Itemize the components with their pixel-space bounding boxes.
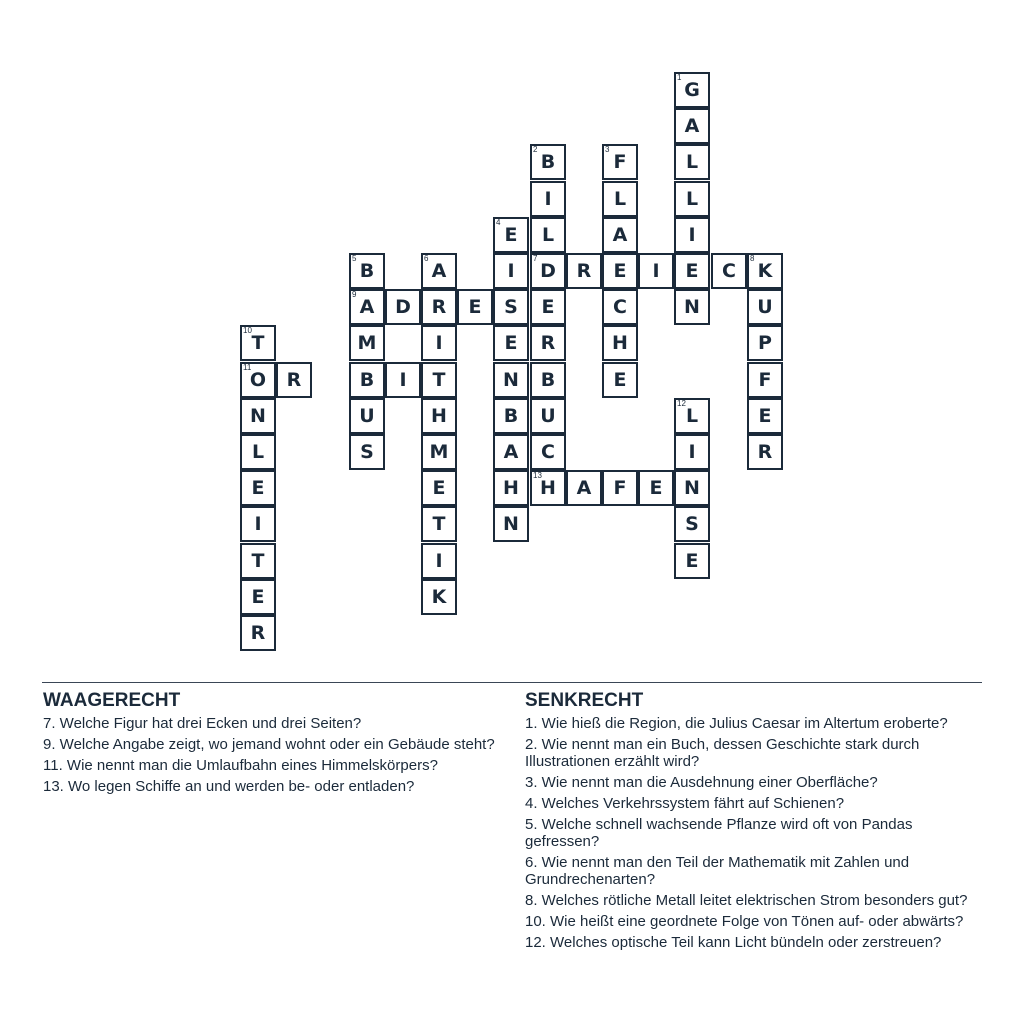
grid-cell[interactable] [493,362,529,398]
cell-letter: R [286,369,302,391]
cell-letter: E [758,405,772,427]
grid-cell[interactable] [421,434,457,470]
grid-cell[interactable] [530,217,566,253]
grid-cell[interactable] [674,289,710,325]
cell-letter: E [685,260,699,282]
grid-cell[interactable] [240,398,276,434]
cell-letter: M [357,332,377,354]
cell-letter: E [504,332,518,354]
clue-1: 1. Wie hieß die Region, die Julius Caesar im Altertum eroberte? [525,715,948,732]
clue-7: 7. Welche Figur hat drei Ecken und drei Seiten? [43,715,362,732]
cell-letter: D [540,260,556,282]
grid-cell[interactable] [493,253,529,289]
grid-cell[interactable] [674,217,710,253]
cell-letter: T [432,513,446,535]
grid-cell[interactable] [240,325,276,361]
cell-letter: I [507,260,515,282]
cell-letter: R [431,296,447,318]
grid-cell[interactable] [530,362,566,398]
clue-number: 1 [677,73,682,82]
grid-cell[interactable] [240,506,276,542]
cell-letter: K [757,260,773,282]
grid-cell[interactable] [240,470,276,506]
grid-cell[interactable] [240,362,276,398]
grid-cell[interactable] [530,144,566,180]
clue-number: 13 [533,471,542,480]
cell-letter: T [251,332,265,354]
grid-cell[interactable] [421,506,457,542]
grid-cell[interactable] [349,253,385,289]
grid-cell[interactable] [421,253,457,289]
grid-cell[interactable] [747,289,783,325]
cell-letter: E [541,296,555,318]
cell-letter: E [251,477,265,499]
grid-cell[interactable] [566,253,602,289]
grid-cell[interactable] [674,253,710,289]
cell-letter: C [722,260,736,282]
clue-number: 2 [533,145,538,154]
grid-cell[interactable] [349,325,385,361]
cell-letter: I [688,224,696,246]
cell-letter: O [249,369,267,391]
grid-cell[interactable] [602,325,638,361]
divider [42,682,982,683]
cell-letter: B [359,369,375,391]
clue-4: 4. Welches Verkehrssystem fährt auf Schienen? [525,795,845,812]
cell-letter: H [503,477,519,499]
grid-cell[interactable] [602,144,638,180]
clue-number: 7 [533,254,538,263]
grid-cell[interactable] [602,289,638,325]
grid-cell[interactable] [638,470,674,506]
cell-letter: G [684,79,700,101]
cell-letter: S [685,513,699,535]
grid-cell[interactable] [602,181,638,217]
cell-letter: A [684,115,700,137]
grid-cell[interactable] [457,289,493,325]
grid-cell[interactable] [674,144,710,180]
cell-letter: C [541,441,555,463]
clue-number: 10 [243,326,252,335]
cell-letter: U [757,296,773,318]
cell-letter: L [685,151,699,173]
cell-letter: N [684,477,700,499]
cell-letter: L [251,441,265,463]
cell-letter: T [432,369,446,391]
grid-cell[interactable] [602,253,638,289]
grid-cell[interactable] [530,289,566,325]
cell-letter: R [757,441,773,463]
cell-letter: L [613,188,627,210]
cell-letter: H [540,477,556,499]
cell-letter: A [503,441,519,463]
clue-13: 13. Wo legen Schiffe an und werden be- oder entladen? [43,778,415,795]
cell-letter: R [576,260,592,282]
grid-cell[interactable] [240,615,276,651]
clue-number: 11 [243,363,252,372]
cell-letter: A [576,477,592,499]
cell-letter: T [251,550,265,572]
grid-cell[interactable] [493,470,529,506]
grid-cell[interactable] [493,325,529,361]
cell-letter: E [251,586,265,608]
cell-letter: L [541,224,555,246]
cell-letter: I [435,550,443,572]
grid-cell[interactable] [674,434,710,470]
cell-letter: E [613,260,627,282]
grid-cell[interactable] [349,398,385,434]
cell-letter: E [432,477,446,499]
cell-letter: A [359,296,375,318]
grid-cell[interactable] [674,543,710,579]
across-heading: WAAGERECHT [43,690,181,711]
grid-cell[interactable] [747,434,783,470]
grid-cell[interactable] [385,362,421,398]
grid-cell[interactable] [674,506,710,542]
cell-letter: A [431,260,447,282]
cell-letter: E [685,550,699,572]
grid-cell[interactable] [674,398,710,434]
grid-cell[interactable] [711,253,747,289]
clue-list [43,715,498,795]
clue-number: 9 [352,290,357,299]
cell-letter: I [254,513,262,535]
clue-12: 12. Welches optische Teil kann Licht bündeln oder zerstreuen? [525,934,942,951]
grid-cell[interactable] [674,108,710,144]
cell-letter: P [758,332,772,354]
grid-cell[interactable] [421,470,457,506]
cell-letter: E [468,296,482,318]
grid-cell[interactable] [240,434,276,470]
cell-letter: N [503,369,519,391]
cell-letter: N [503,513,519,535]
grid-cell[interactable] [349,434,385,470]
clue-number: 4 [496,218,501,227]
grid-cell[interactable] [566,470,602,506]
cell-letter: B [359,260,375,282]
grid-cell[interactable] [276,362,312,398]
clue-10: 10. Wie heißt eine geordnete Folge von Tönen auf- oder abwärts? [525,913,964,930]
cell-letter: D [395,296,411,318]
cell-letter: M [429,441,449,463]
grid-cell[interactable] [421,289,457,325]
grid-cell[interactable] [602,470,638,506]
cell-letter: F [613,151,627,173]
clue-list [525,715,980,951]
cell-letter: B [540,369,556,391]
clue-number: 6 [424,254,429,263]
down-clues [525,690,980,955]
clue-number: 3 [605,145,610,154]
cell-letter: L [685,188,699,210]
cell-letter: I [544,188,552,210]
grid-cell[interactable] [530,325,566,361]
grid-cell[interactable] [349,362,385,398]
grid-cell[interactable] [747,325,783,361]
cell-letter: N [684,296,700,318]
grid-cell[interactable] [240,543,276,579]
grid-cell[interactable] [493,217,529,253]
grid-cell[interactable] [674,72,710,108]
clue-2: 2. Wie nennt man ein Buch, dessen Geschichte stark durch Illustrationen erzählt wird? [525,736,920,770]
grid-cell[interactable] [530,181,566,217]
clue-number: 12 [677,399,686,408]
grid-cell[interactable] [602,217,638,253]
cell-letter: A [612,224,628,246]
clue-3: 3. Wie nennt man die Ausdehnung einer Oberfläche? [525,774,878,791]
cell-letter: R [540,332,556,354]
cell-letter: R [250,622,266,644]
grid-cell[interactable] [638,253,674,289]
cell-letter: N [250,405,266,427]
grid-cell[interactable] [602,362,638,398]
grid-cell[interactable] [674,181,710,217]
cell-letter: C [613,296,627,318]
cell-letter: F [758,369,772,391]
grid-cell[interactable] [421,325,457,361]
grid-cell[interactable] [530,434,566,470]
grid-cell[interactable] [421,579,457,615]
clue-9: 9. Welche Angabe zeigt, wo jemand wohnt oder ein Gebäude steht? [43,736,495,753]
cell-letter: L [685,405,699,427]
cell-letter: E [649,477,663,499]
grid-cell[interactable] [530,398,566,434]
cell-letter: I [688,441,696,463]
grid-cell[interactable] [421,362,457,398]
clue-5: 5. Welche schnell wachsende Pflanze wird oft von Pandas gefressen? [525,816,913,850]
grid-cell[interactable] [493,434,529,470]
cell-letter: S [504,296,518,318]
grid-cell[interactable] [747,398,783,434]
grid-cell[interactable] [493,506,529,542]
grid-cell[interactable] [747,253,783,289]
grid-cell[interactable] [747,362,783,398]
clue-number: 5 [352,254,357,263]
grid-cell[interactable] [385,289,421,325]
cell-letter: E [613,369,627,391]
clue-11: 11. Wie nennt man die Umlaufbahn eines Himmelskörpers? [43,757,438,774]
clue-6: 6. Wie nennt man den Teil der Mathematik mit Zahlen und Grundrechenarten? [525,854,910,888]
grid-cell[interactable] [349,289,385,325]
cell-letter: U [540,405,556,427]
grid-cell[interactable] [530,470,566,506]
cell-letter: F [613,477,627,499]
cell-letter: I [435,332,443,354]
cell-letter: I [652,260,660,282]
down-heading: SENKRECHT [525,690,644,711]
clue-number: 8 [750,254,755,263]
grid-cell[interactable] [421,543,457,579]
clue-8: 8. Welches rötliche Metall leitet elektrischen Strom besonders gut? [525,892,968,909]
grid-cell[interactable] [240,579,276,615]
cell-letter: B [540,151,556,173]
cell-letter: E [504,224,518,246]
cell-letter: U [359,405,375,427]
grid-cell[interactable] [674,470,710,506]
cell-letter: S [360,441,374,463]
cell-letter: H [431,405,447,427]
cell-letter: K [431,586,447,608]
grid-cell[interactable] [530,253,566,289]
grid-cell[interactable] [493,398,529,434]
across-clues [43,690,498,799]
cell-letter: B [503,405,519,427]
grid-cell[interactable] [493,289,529,325]
cell-letter: I [399,369,407,391]
grid-cell[interactable] [421,398,457,434]
cell-letter: H [612,332,628,354]
